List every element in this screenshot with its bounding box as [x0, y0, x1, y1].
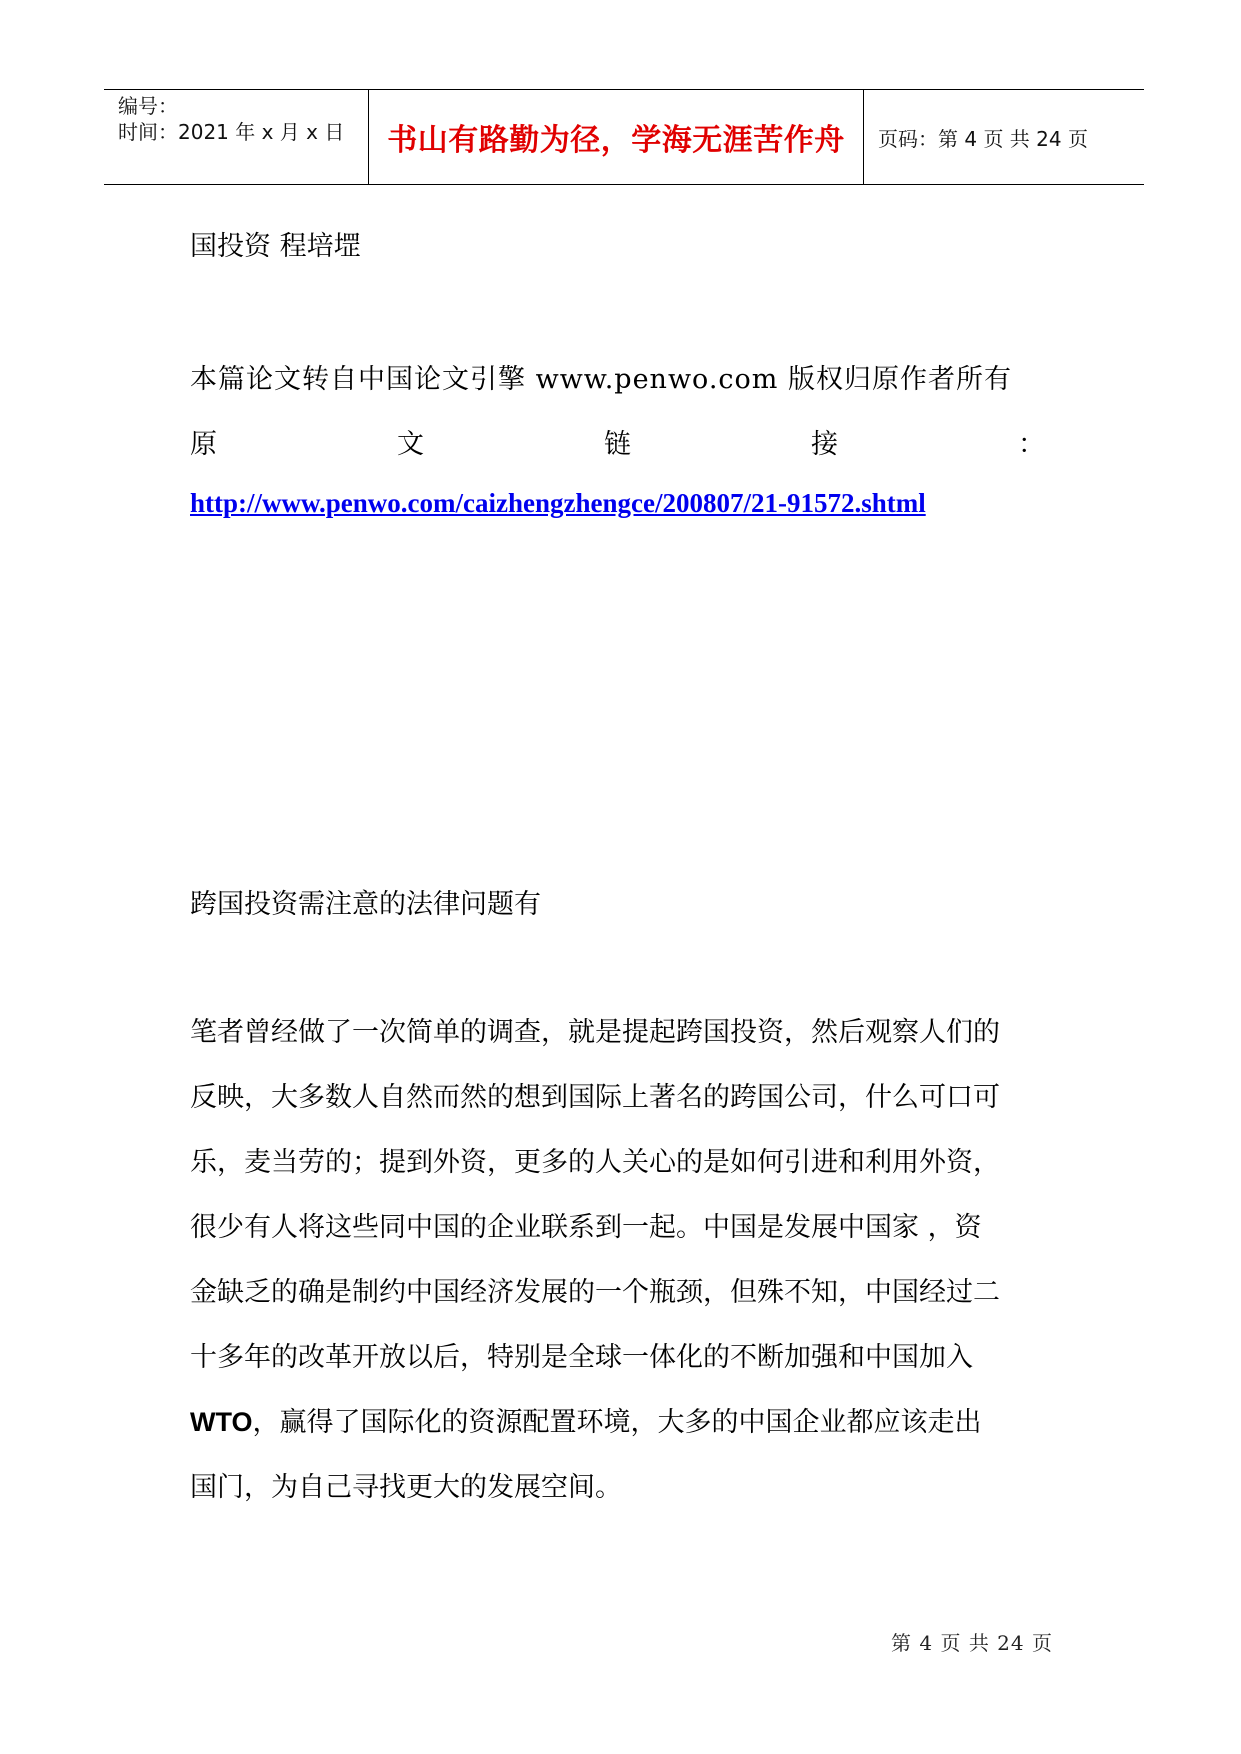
link-label-char: 链: [604, 429, 631, 460]
page-header: [104, 89, 1144, 185]
paragraph-line: [190, 1390, 1060, 1455]
paragraph-line: 反映，大多数人自然而然的想到国际上著名的跨国公司，什么可口可: [190, 1082, 1000, 1113]
header-meta-cell: [104, 90, 368, 184]
header-page-cell: [864, 90, 1144, 184]
original-article-link[interactable]: http://www.penwo.com/caizhengzhengce/200807/21-91572.shtml: [190, 488, 926, 518]
paragraph-line: 国门，为自己寻找更大的发展空间。: [190, 1472, 622, 1503]
link-label-char: 原: [190, 429, 217, 460]
section-heading: 跨国投资需注意的法律问题有: [190, 889, 541, 920]
paragraph-line-rest: ，赢得了国际化的资源配置环境，大多的中国企业都应该走出: [252, 1407, 982, 1438]
original-link-label: [190, 422, 1045, 461]
link-label-char: 文: [397, 429, 424, 460]
document-time-label: 时间：2021 年 x 月 x 日: [118, 120, 345, 144]
header-motto-cell: [368, 90, 864, 184]
link-label-char: 接: [811, 429, 838, 460]
paragraph-line: 乐，麦当劳的；提到外资，更多的人关心的是如何引进和利用外资，: [190, 1147, 1000, 1178]
paragraph-line: 金缺乏的确是制约中国经济发展的一个瓶颈，但殊不知，中国经过二: [190, 1277, 1000, 1308]
document-number-label: 编号：: [118, 94, 178, 118]
body-paragraph: [190, 1000, 1060, 1520]
paragraph-line: 十多年的改革开放以后，特别是全球一体化的不断加强和中国加入: [190, 1342, 973, 1373]
page-footer: 第 4 页 共 24 页: [891, 1631, 1053, 1655]
wto-term: WTO: [190, 1407, 253, 1437]
paragraph-line: 很少有人将这些同中国的企业联系到一起。中国是发展中国家 ，资: [190, 1212, 982, 1243]
author-line: 国投资 程培堽: [190, 231, 361, 262]
header-motto: 书山有路勤为径，学海无涯苦作舟: [387, 123, 845, 158]
source-statement: 本篇论文转自中国论文引擎 www.penwo.com 版权归原作者所有: [190, 364, 1012, 395]
header-page-code: 页码：第 4 页 共 24 页: [878, 126, 1088, 151]
link-label-char: ：: [1018, 429, 1045, 460]
paragraph-line: 笔者曾经做了一次简单的调查，就是提起跨国投资，然后观察人们的: [190, 1017, 1000, 1048]
